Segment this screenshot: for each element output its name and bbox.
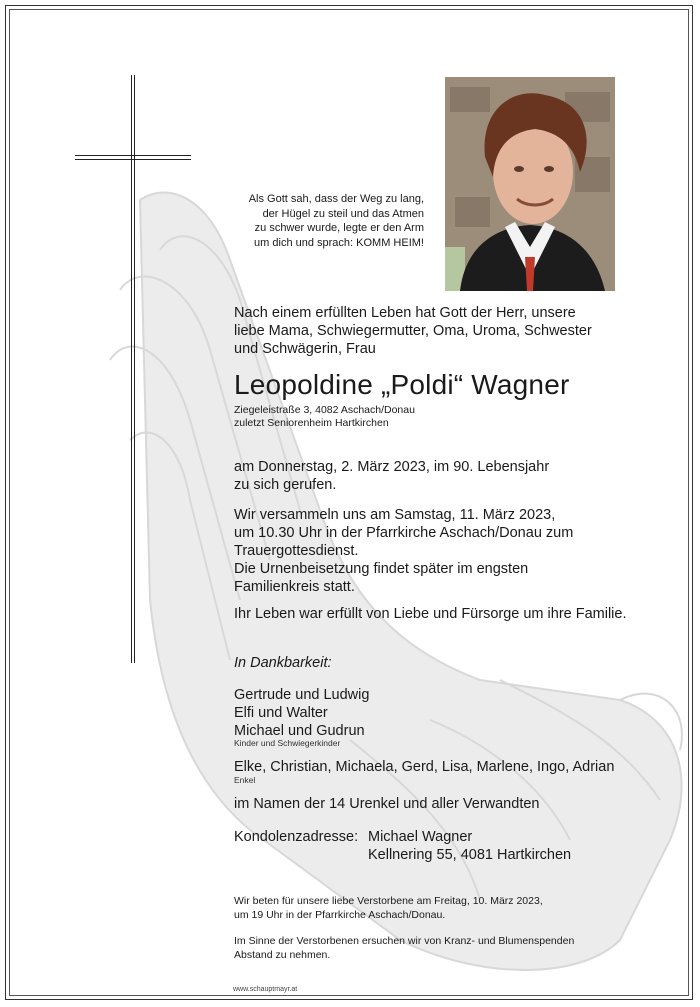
deceased-last-residence: zuletzt Seniorenheim Hartkirchen xyxy=(234,417,389,429)
poem-line: der Hügel zu steil und das Atmen xyxy=(262,207,424,220)
others-line: im Namen der 14 Urenkel und aller Verwandten xyxy=(234,796,540,812)
children-list xyxy=(234,686,369,740)
intro-line: Nach einem erfüllten Leben hat Gott der Herr, unsere xyxy=(234,305,576,321)
cross-horizontal-line xyxy=(75,159,191,160)
intro-line: liebe Mama, Schwiegermutter, Oma, Uroma, Schwester xyxy=(234,323,592,339)
service-line: Trauergottesdienst. xyxy=(234,543,359,559)
poem xyxy=(232,192,424,250)
condolence-label: Kondolenzadresse: xyxy=(234,829,359,845)
cross-vertical-line xyxy=(131,75,132,663)
service-line: Die Urnenbeisetzung findet später im engsten xyxy=(234,561,529,577)
condolence-address: Kellnering 55, 4081 Hartkirchen xyxy=(368,847,572,863)
death-notice xyxy=(234,458,549,494)
cross-horizontal-line xyxy=(75,155,191,156)
child-couple: Michael und Gudrun xyxy=(234,723,365,739)
gratitude-heading: In Dankbarkeit: xyxy=(234,655,332,671)
grandchildren-list: Elke, Christian, Michaela, Gerd, Lisa, Marlene, Ingo, Adrian xyxy=(234,759,615,775)
intro-line: und Schwägerin, Frau xyxy=(234,341,376,357)
service-line: um 10.30 Uhr in der Pfarrkirche Aschach/Donau zum xyxy=(234,525,574,541)
child-couple: Elfi und Walter xyxy=(234,705,328,721)
portrait-photo xyxy=(445,77,615,291)
service-line: Familienkreis statt. xyxy=(234,579,355,595)
cross-vertical-line xyxy=(134,75,135,663)
prayer-notice xyxy=(234,894,543,922)
child-couple: Gertrude und Ludwig xyxy=(234,687,370,703)
footer-url[interactable]: www.schauptmayr.at xyxy=(233,986,298,993)
prayer-line: um 19 Uhr in der Pfarrkirche Aschach/Donau. xyxy=(234,909,446,921)
prayer-line: Wir beten für unsere liebe Verstorbene am Freitag, 10. März 2023, xyxy=(234,895,543,907)
death-line: am Donnerstag, 2. März 2023, im 90. Lebensjahr xyxy=(234,459,550,475)
death-line: zu sich gerufen. xyxy=(234,477,337,493)
donation-request xyxy=(234,934,574,962)
deceased-address: Ziegeleistraße 3, 4082 Aschach/Donau xyxy=(234,404,415,416)
service-line: Wir versammeln uns am Samstag, 11. März 2023, xyxy=(234,507,556,523)
deceased-name: Leopoldine „Poldi“ Wagner xyxy=(234,369,570,400)
condolence-name: Michael Wagner xyxy=(368,829,473,845)
children-label: Kinder und Schwiegerkinder xyxy=(234,738,341,748)
request-line: Im Sinne der Verstorbenen ersuchen wir von Kranz- und Blumenspenden xyxy=(234,935,575,947)
poem-line: Als Gott sah, dass der Weg zu lang, xyxy=(248,193,424,205)
service-info xyxy=(234,506,573,596)
life-statement: Ihr Leben war erfüllt von Liebe und Fürsorge um ihre Familie. xyxy=(234,606,627,622)
intro-text xyxy=(234,304,592,358)
request-line: Abstand zu nehmen. xyxy=(234,949,331,961)
grandchildren-label: Enkel xyxy=(234,775,256,785)
poem-line: zu schwer wurde, legte er den Arm xyxy=(254,222,424,234)
poem-line: um dich und sprach: KOMM HEIM! xyxy=(254,236,424,249)
